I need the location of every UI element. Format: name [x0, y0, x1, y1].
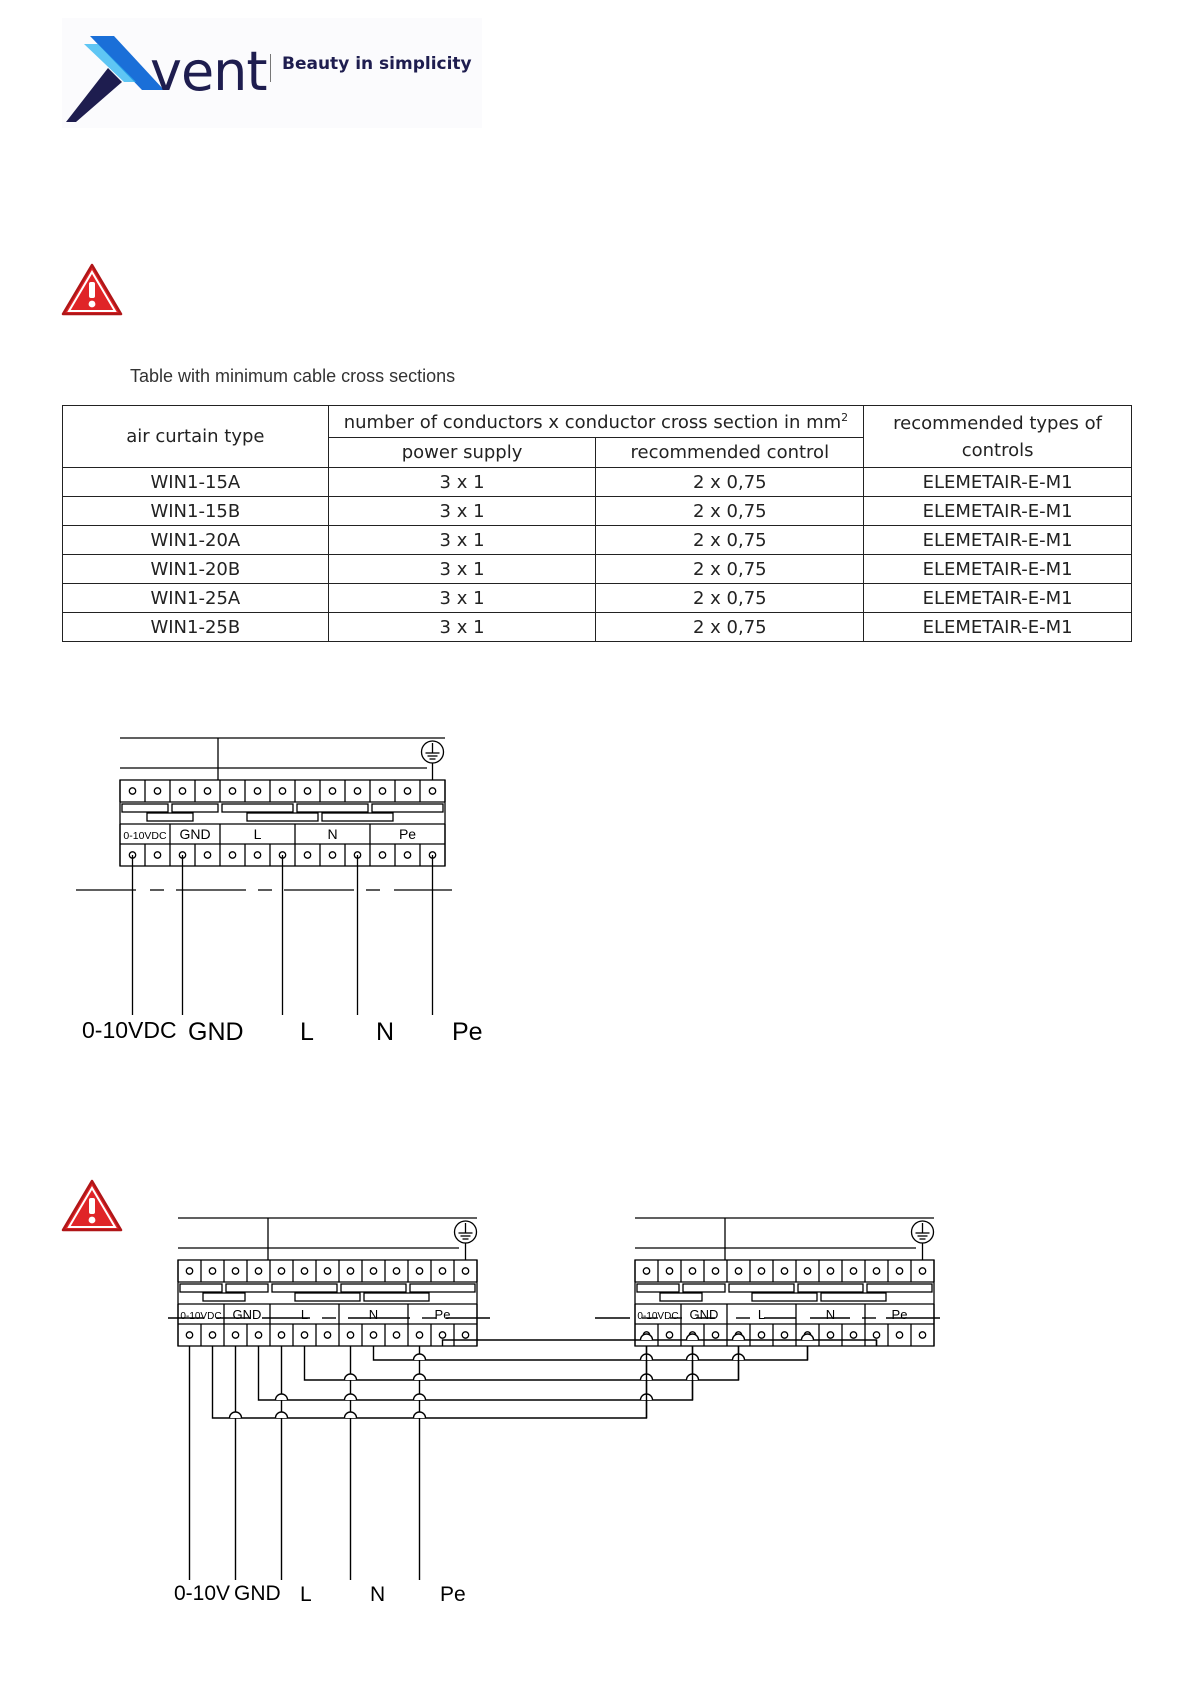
terminal-screw	[179, 788, 185, 794]
wiring-diagram-single	[70, 780, 500, 1050]
terminal-screw	[209, 1332, 215, 1338]
table-cell-power: 3 x 1	[328, 555, 596, 584]
terminal-screw	[209, 1268, 215, 1274]
table-cell-type: WIN1-15B	[63, 497, 329, 526]
terminal-screw	[255, 1268, 261, 1274]
terminal-screw	[186, 1332, 192, 1338]
terminal-screw	[873, 1268, 879, 1274]
logo-wordmark: vent	[150, 40, 267, 103]
terminal-screw	[689, 1268, 695, 1274]
table-cell-controls: ELEMETAIR-E-M1	[864, 468, 1132, 497]
terminal-screw	[204, 852, 210, 858]
terminal-screw	[324, 1268, 330, 1274]
table-cell-type: WIN1-25B	[63, 613, 329, 642]
wire	[305, 1346, 739, 1380]
terminal-screw	[204, 788, 210, 794]
terminal-screw	[301, 1332, 307, 1338]
warning-triangle-icon	[60, 262, 124, 318]
wire	[213, 1346, 647, 1418]
table-cell-power: 3 x 1	[328, 497, 596, 526]
terminal-group-label: Pe	[434, 1307, 451, 1322]
table-row	[63, 555, 1132, 584]
wire-label-pe: Pe	[452, 1018, 483, 1046]
terminal-screw	[643, 1268, 649, 1274]
table-cell-type: WIN1-25A	[63, 584, 329, 613]
terminal-screw	[416, 1268, 422, 1274]
terminal-screw	[781, 1268, 787, 1274]
ground-symbol-icon	[455, 1221, 477, 1243]
terminal-screw	[850, 1268, 856, 1274]
table-cell-control: 2 x 0,75	[596, 584, 864, 613]
terminal-group-label: N	[368, 1307, 379, 1322]
table-cell-controls: ELEMETAIR-E-M1	[864, 584, 1132, 613]
wire-label-gnd: GND	[188, 1018, 244, 1046]
terminal-screw	[370, 1332, 376, 1338]
header-power-supply: power supply	[328, 438, 596, 468]
header-conductors: number of conductors x conductor cross section in $mm^2$	[328, 406, 863, 438]
terminal-group-label: GND	[689, 1307, 719, 1322]
cable-cross-section-table	[62, 405, 1132, 642]
terminal-screw	[896, 1268, 902, 1274]
table-row	[63, 613, 1132, 642]
terminal-screw	[896, 1332, 902, 1338]
wire-label-gnd: GND	[234, 1582, 281, 1605]
terminal-screw	[129, 788, 135, 794]
brand-logo	[62, 18, 482, 128]
x-mark-icon	[62, 18, 162, 128]
terminal-screw	[329, 788, 335, 794]
terminal-screw	[379, 852, 385, 858]
terminal-screw	[827, 1332, 833, 1338]
terminal-screw	[278, 1332, 284, 1338]
wire-label-n: N	[370, 1583, 386, 1606]
terminal-screw	[393, 1268, 399, 1274]
table-cell-control: 2 x 0,75	[596, 468, 864, 497]
terminal-screw	[919, 1332, 925, 1338]
terminal-group-label: GND	[232, 1307, 262, 1322]
terminal-screw	[347, 1268, 353, 1274]
terminal-screw	[304, 788, 310, 794]
terminal-screw	[354, 788, 360, 794]
terminal-group-label: 0-10VDC	[637, 1311, 679, 1322]
table-cell-type: WIN1-15A	[63, 468, 329, 497]
header-air-curtain-type: air curtain type	[63, 406, 329, 468]
table-cell-controls: ELEMETAIR-E-M1	[864, 613, 1132, 642]
terminal-screw	[232, 1332, 238, 1338]
table-row	[63, 526, 1132, 555]
terminal-screw	[712, 1332, 718, 1338]
terminal-screw	[462, 1268, 468, 1274]
table-cell-power: 3 x 1	[328, 526, 596, 555]
terminal-screw	[712, 1268, 718, 1274]
terminal-screw	[254, 788, 260, 794]
terminal-screw	[666, 1268, 672, 1274]
terminal-screw	[301, 1268, 307, 1274]
wire-label-0-10v: 0-10V	[174, 1582, 231, 1605]
table-cell-control: 2 x 0,75	[596, 497, 864, 526]
table-cell-control: 2 x 0,75	[596, 526, 864, 555]
wiring-diagram-parallel	[170, 1250, 1030, 1620]
terminal-screw	[850, 1332, 856, 1338]
table-caption: Table with minimum cable cross sections	[130, 366, 456, 386]
terminal-group-label: N	[825, 1307, 836, 1322]
terminal-screw	[429, 788, 435, 794]
terminal-screw	[758, 1268, 764, 1274]
terminal-screw	[347, 1332, 353, 1338]
logo-separator	[270, 54, 271, 82]
table-cell-control: 2 x 0,75	[596, 613, 864, 642]
wire	[259, 1346, 693, 1400]
table-row	[63, 468, 1132, 497]
terminal-group-label: 0-10VDC	[123, 830, 167, 842]
terminal-screw	[324, 1332, 330, 1338]
terminal-screw	[462, 1332, 468, 1338]
terminal-screw	[827, 1268, 833, 1274]
terminal-screw	[379, 788, 385, 794]
table-row	[63, 497, 1132, 526]
terminal-group-label: GND	[179, 826, 211, 842]
table-row	[63, 584, 1132, 613]
table-cell-controls: ELEMETAIR-E-M1	[864, 555, 1132, 584]
table-cell-power: 3 x 1	[328, 468, 596, 497]
terminal-screw	[439, 1332, 445, 1338]
terminal-screw	[404, 788, 410, 794]
terminal-screw	[758, 1332, 764, 1338]
wire	[443, 1340, 877, 1346]
ground-symbol-icon	[422, 741, 444, 763]
terminal-screw	[804, 1268, 810, 1274]
terminal-screw	[873, 1332, 879, 1338]
header-recommended-control: recommended control	[596, 438, 864, 468]
wire-label-n: N	[376, 1018, 395, 1046]
terminal-group-label: Pe	[891, 1307, 908, 1322]
terminal-screw	[232, 1268, 238, 1274]
terminal-screw	[279, 788, 285, 794]
terminal-group-label: Pe	[398, 826, 417, 842]
table-cell-type: WIN1-20B	[63, 555, 329, 584]
terminal-screw	[735, 1268, 741, 1274]
terminal-screw	[154, 852, 160, 858]
terminal-screw	[781, 1332, 787, 1338]
terminal-screw	[304, 852, 310, 858]
terminal-screw	[404, 852, 410, 858]
terminal-screw	[154, 788, 160, 794]
wire-label-0-10vdc: 0-10VDC	[82, 1017, 177, 1043]
wire-label-l: L	[300, 1018, 314, 1046]
ground-symbol-icon	[912, 1221, 934, 1243]
terminal-screw	[416, 1332, 422, 1338]
terminal-group-label: L	[757, 1307, 766, 1322]
table-cell-control: 2 x 0,75	[596, 555, 864, 584]
table-cell-controls: ELEMETAIR-E-M1	[864, 526, 1132, 555]
logo-tagline: Beauty in simplicity	[282, 54, 472, 74]
table-cell-type: WIN1-20A	[63, 526, 329, 555]
terminal-screw	[370, 1268, 376, 1274]
terminal-screw	[329, 852, 335, 858]
terminal-screw	[186, 1268, 192, 1274]
terminal-group-label: 0-10VDC	[180, 1311, 222, 1322]
wire-label-pe: Pe	[440, 1583, 466, 1606]
terminal-screw	[666, 1332, 672, 1338]
terminal-screw	[439, 1268, 445, 1274]
terminal-group-label: N	[327, 826, 338, 842]
terminal-screw	[229, 852, 235, 858]
warning-triangle-icon	[60, 1178, 124, 1234]
table-cell-power: 3 x 1	[328, 613, 596, 642]
terminal-screw	[278, 1268, 284, 1274]
header-recommended-controls: recommended types of controls	[864, 406, 1132, 468]
table-cell-power: 3 x 1	[328, 584, 596, 613]
terminal-group-label: L	[300, 1307, 309, 1322]
terminal-group-label: L	[253, 826, 262, 842]
terminal-screw	[254, 852, 260, 858]
terminal-screw	[919, 1268, 925, 1274]
wire-label-l: L	[300, 1583, 312, 1606]
terminal-screw	[393, 1332, 399, 1338]
table-cell-controls: ELEMETAIR-E-M1	[864, 497, 1132, 526]
terminal-screw	[229, 788, 235, 794]
terminal-screw	[255, 1332, 261, 1338]
